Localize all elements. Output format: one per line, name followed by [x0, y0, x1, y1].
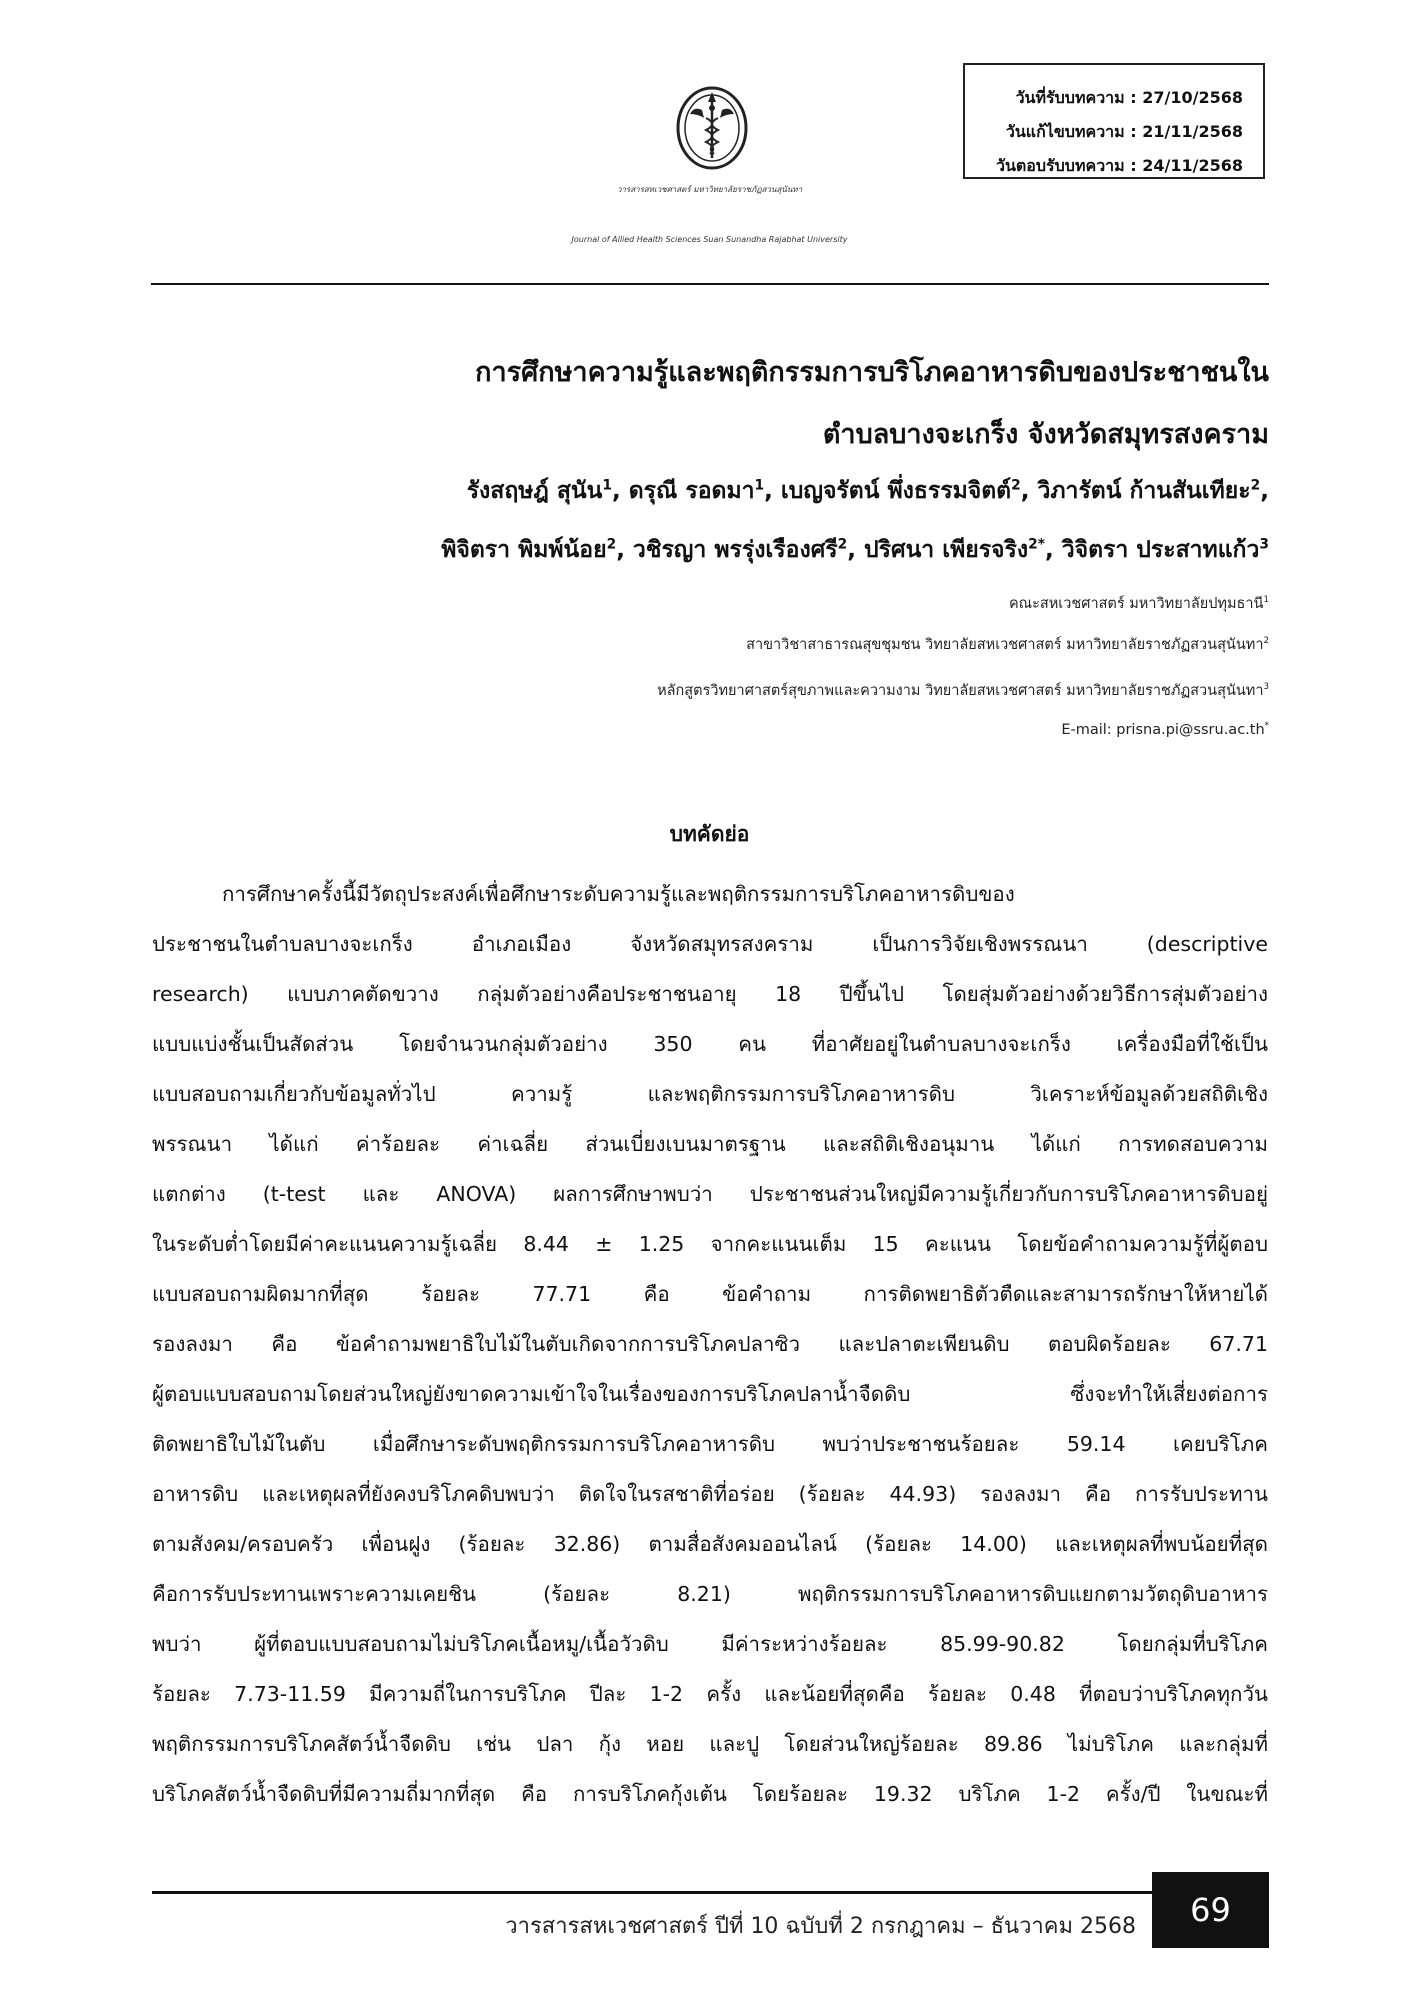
corresponding-email: [1061, 722, 1269, 738]
affiliation-1: [1009, 592, 1269, 615]
page-number: 69: [1190, 1891, 1231, 1929]
page-number-box: [1152, 1872, 1269, 1948]
author-name: , วิภารัตน์ ก้านสันเทียะ: [1020, 478, 1251, 504]
author-affiliation-mark: 1: [754, 477, 765, 494]
author-affiliation-mark: 2*: [1028, 536, 1045, 553]
author-list-line-2: [441, 532, 1269, 568]
author-name: , เบญจรัตน์ พึ่งธรรมจิตต์: [764, 478, 1012, 504]
author-name: , วชิรญา พรรุ่งเรืองศรี: [616, 537, 838, 563]
journal-name-english: Journal of Allied Health Sciences Suan Sunandha Rajabhat University: [571, 235, 848, 244]
abstract-line: research) แบบภาคตัดขวาง กลุ่มตัวอย่างคือประชาชนอายุ 18 ปีขึ้นไป โดยสุ่มตัวอย่างด้วยวิธีการสุ่มตัวอย่าง: [152, 982, 1268, 1006]
author-affiliation-mark: 3: [1259, 536, 1269, 553]
abstract-line: แบบสอบถามผิดมากที่สุด ร้อยละ 77.71 คือ ข้อคำถาม การติดพยาธิตัวตืดและสามารถรักษาให้หายได้: [152, 1282, 1268, 1306]
abstract-line: พฤติกรรมการบริโภคสัตว์น้ำจืดดิบ เช่น ปลา กุ้ง หอย และปู โดยส่วนใหญ่ร้อยละ 89.86 ไม่บริโภค และกลุ่มที่: [152, 1732, 1268, 1756]
journal-name-thai: วารสารสหเวชศาสตร์ มหาวิทยาลัยราชภัฏสวนสุนันทา: [616, 185, 803, 194]
abstract-line: ติดพยาธิใบไม้ในตับ เมื่อศึกษาระดับพฤติกรรมการบริโภคอาหารดิบ พบว่าประชาชนร้อยละ 59.14 เคยบริโภค: [152, 1432, 1268, 1456]
header-divider: [151, 283, 1269, 285]
abstract-line: แตกต่าง (t-test และ ANOVA) ผลการศึกษาพบว่า ประชาชนส่วนใหญ่มีความรู้เกี่ยวกับการบริโภคอาหารดิบอยู่: [152, 1182, 1268, 1206]
abstract-line: แบบแบ่งชั้นเป็นสัดส่วน โดยจำนวนกลุ่มตัวอย่าง 350 คน ที่อาศัยอยู่ในตำบลบางจะเกร็ง เครื่องมือที่ใช้เป็น: [152, 1032, 1268, 1056]
author-separator: ,: [1260, 478, 1269, 504]
abstract-line: แบบสอบถามเกี่ยวกับข้อมูลทั่วไป ความรู้ และพฤติกรรมการบริโภคอาหารดิบ วิเคราะห์ข้อมูลด้วยสถิติเชิง: [152, 1082, 1268, 1106]
author-affiliation-mark: 2: [1250, 477, 1261, 494]
affiliation-mark: 1: [1263, 595, 1269, 606]
abstract-line: ประชาชนในตำบลบางจะเกร็ง อำเภอเมือง จังหวัดสมุทรสงคราม เป็นการวิจัยเชิงพรรณนา (descriptive: [152, 932, 1268, 956]
abstract-heading: บทคัดย่อ: [669, 822, 750, 846]
abstract-line: คือการรับประทานเพราะความเคยชิน (ร้อยละ 8.21) พฤติกรรมการบริโภคอาหารดิบแยกตามวัตถุดิบอาหาร: [152, 1582, 1268, 1606]
abstract-line: ตามสังคม/ครอบครัว เพื่อนฝูง (ร้อยละ 32.86) ตามสื่อสังคมออนไลน์ (ร้อยละ 14.00) และเหตุผลที่พบน้อยที่สุด: [152, 1532, 1268, 1556]
abstract-line: พบว่า ผู้ที่ตอบแบบสอบถามไม่บริโภคเนื้อหมู/เนื้อวัวดิบ มีค่าระหว่างร้อยละ 85.99-90.82 โดยกลุ่มที่บริโภค: [152, 1632, 1268, 1656]
abstract-line: ร้อยละ 7.73-11.59 มีความถี่ในการบริโภค ปีละ 1-2 ครั้ง และน้อยที่สุดคือ ร้อยละ 0.48 ที่ตอบว่าบริโภคทุกวัน: [152, 1682, 1268, 1706]
received-date: วันที่รับบทความ : 27/10/2568: [1015, 88, 1243, 107]
author-name: , วิจิตรา ประสาทแก้ว: [1044, 537, 1260, 563]
abstract-body: [152, 869, 1268, 1819]
author-name: , ดรุณี รอดมา: [611, 478, 755, 504]
corresponding-mark: *: [1264, 721, 1269, 732]
university-seal-icon: [674, 84, 750, 172]
footer-divider: [152, 1891, 1152, 1894]
affiliation-2: [746, 633, 1269, 656]
article-title-line-1: การศึกษาความรู้และพฤติกรรมการบริโภคอาหารดิบของประชาชนใน: [475, 357, 1269, 388]
author-name: พิจิตรา พิมพ์น้อย: [441, 537, 607, 563]
accepted-date: วันตอบรับบทความ : 24/11/2568: [995, 156, 1243, 175]
author-name: , ปริศนา เพียรจริง: [847, 537, 1029, 563]
affiliation-text: หลักสูตรวิทยาศาสตร์สุขภาพและความงาม วิทยาลัยสหเวชศาสตร์ มหาวิทยาลัยราชภัฏสวนสุนันทา: [657, 683, 1264, 699]
author-affiliation-mark: 1: [602, 477, 612, 494]
author-affiliation-mark: 2: [837, 536, 848, 553]
author-name: รังสฤษฎ์ สุนัน: [466, 478, 603, 504]
affiliation-text: สาขาวิชาสาธารณสุขชุมชน วิทยาลัยสหเวชศาสตร์ มหาวิทยาลัยราชภัฏสวนสุนันทา: [746, 637, 1264, 653]
abstract-line: รองลงมา คือ ข้อคำถามพยาธิใบไม้ในตับเกิดจากการบริโภคปลาซิว และปลาตะเพียนดิบ ตอบผิดร้อยละ 67.71: [152, 1332, 1268, 1356]
affiliation-mark: 2: [1263, 636, 1269, 647]
abstract-line: การศึกษาครั้งนี้มีวัตถุประสงค์เพื่อศึกษาระดับความรู้และพฤติกรรมการบริโภคอาหารดิบของ: [222, 882, 1015, 906]
author-list-line-1: [467, 473, 1269, 509]
author-affiliation-mark: 2: [1011, 477, 1021, 494]
abstract-line: อาหารดิบ และเหตุผลที่ยังคงบริโภคดิบพบว่า ติดใจในรสชาติที่อร่อย (ร้อยละ 44.93) รองลงมา คือ การรับประทาน: [152, 1482, 1268, 1506]
affiliation-3: [657, 679, 1269, 702]
abstract-line: ผู้ตอบแบบสอบถามโดยส่วนใหญ่ยังขาดความเข้าใจในเรื่องของการบริโภคปลาน้ำจืดดิบ ซึ่งจะทำให้เสี่ยงต่อการ: [152, 1382, 1268, 1406]
abstract-line: บริโภคสัตว์น้ำจืดดิบที่มีความถี่มากที่สุด คือ การบริโภคกุ้งเต้น โดยร้อยละ 19.32 บริโภค 1-2 ครั้ง/ปี ในขณะที่: [152, 1782, 1268, 1806]
abstract-line: ในระดับต่ำโดยมีค่าคะแนนความรู้เฉลี่ย 8.44 ± 1.25 จากคะแนนเต็ม 15 คะแนน โดยข้อคำถามความรู้ที่ผู้ตอบ: [152, 1232, 1268, 1256]
abstract-line: พรรณนา ได้แก่ ค่าร้อยละ ค่าเฉลี่ย ส่วนเบี่ยงเบนมาตรฐาน และสถิติเชิงอนุมาน ได้แก่ การทดสอบความ: [152, 1132, 1268, 1156]
email-text: E-mail: prisna.pi@ssru.ac.th: [1061, 722, 1265, 738]
article-title-line-2: ตำบลบางจะเกร็ง จังหวัดสมุทรสงคราม: [822, 419, 1269, 450]
affiliation-mark: 3: [1263, 682, 1269, 693]
article-dates-box: [963, 63, 1265, 179]
author-affiliation-mark: 2: [606, 536, 617, 553]
revised-date: วันแก้ไขบทความ : 21/11/2568: [1005, 122, 1243, 141]
footer-journal-issue: วารสารสหเวชศาสตร์ ปีที่ 10 ฉบับที่ 2 กรกฎาคม – ธันวาคม 2568: [505, 1914, 1136, 1939]
affiliation-text: คณะสหเวชศาสตร์ มหาวิทยาลัยปทุมธานี: [1008, 596, 1264, 612]
